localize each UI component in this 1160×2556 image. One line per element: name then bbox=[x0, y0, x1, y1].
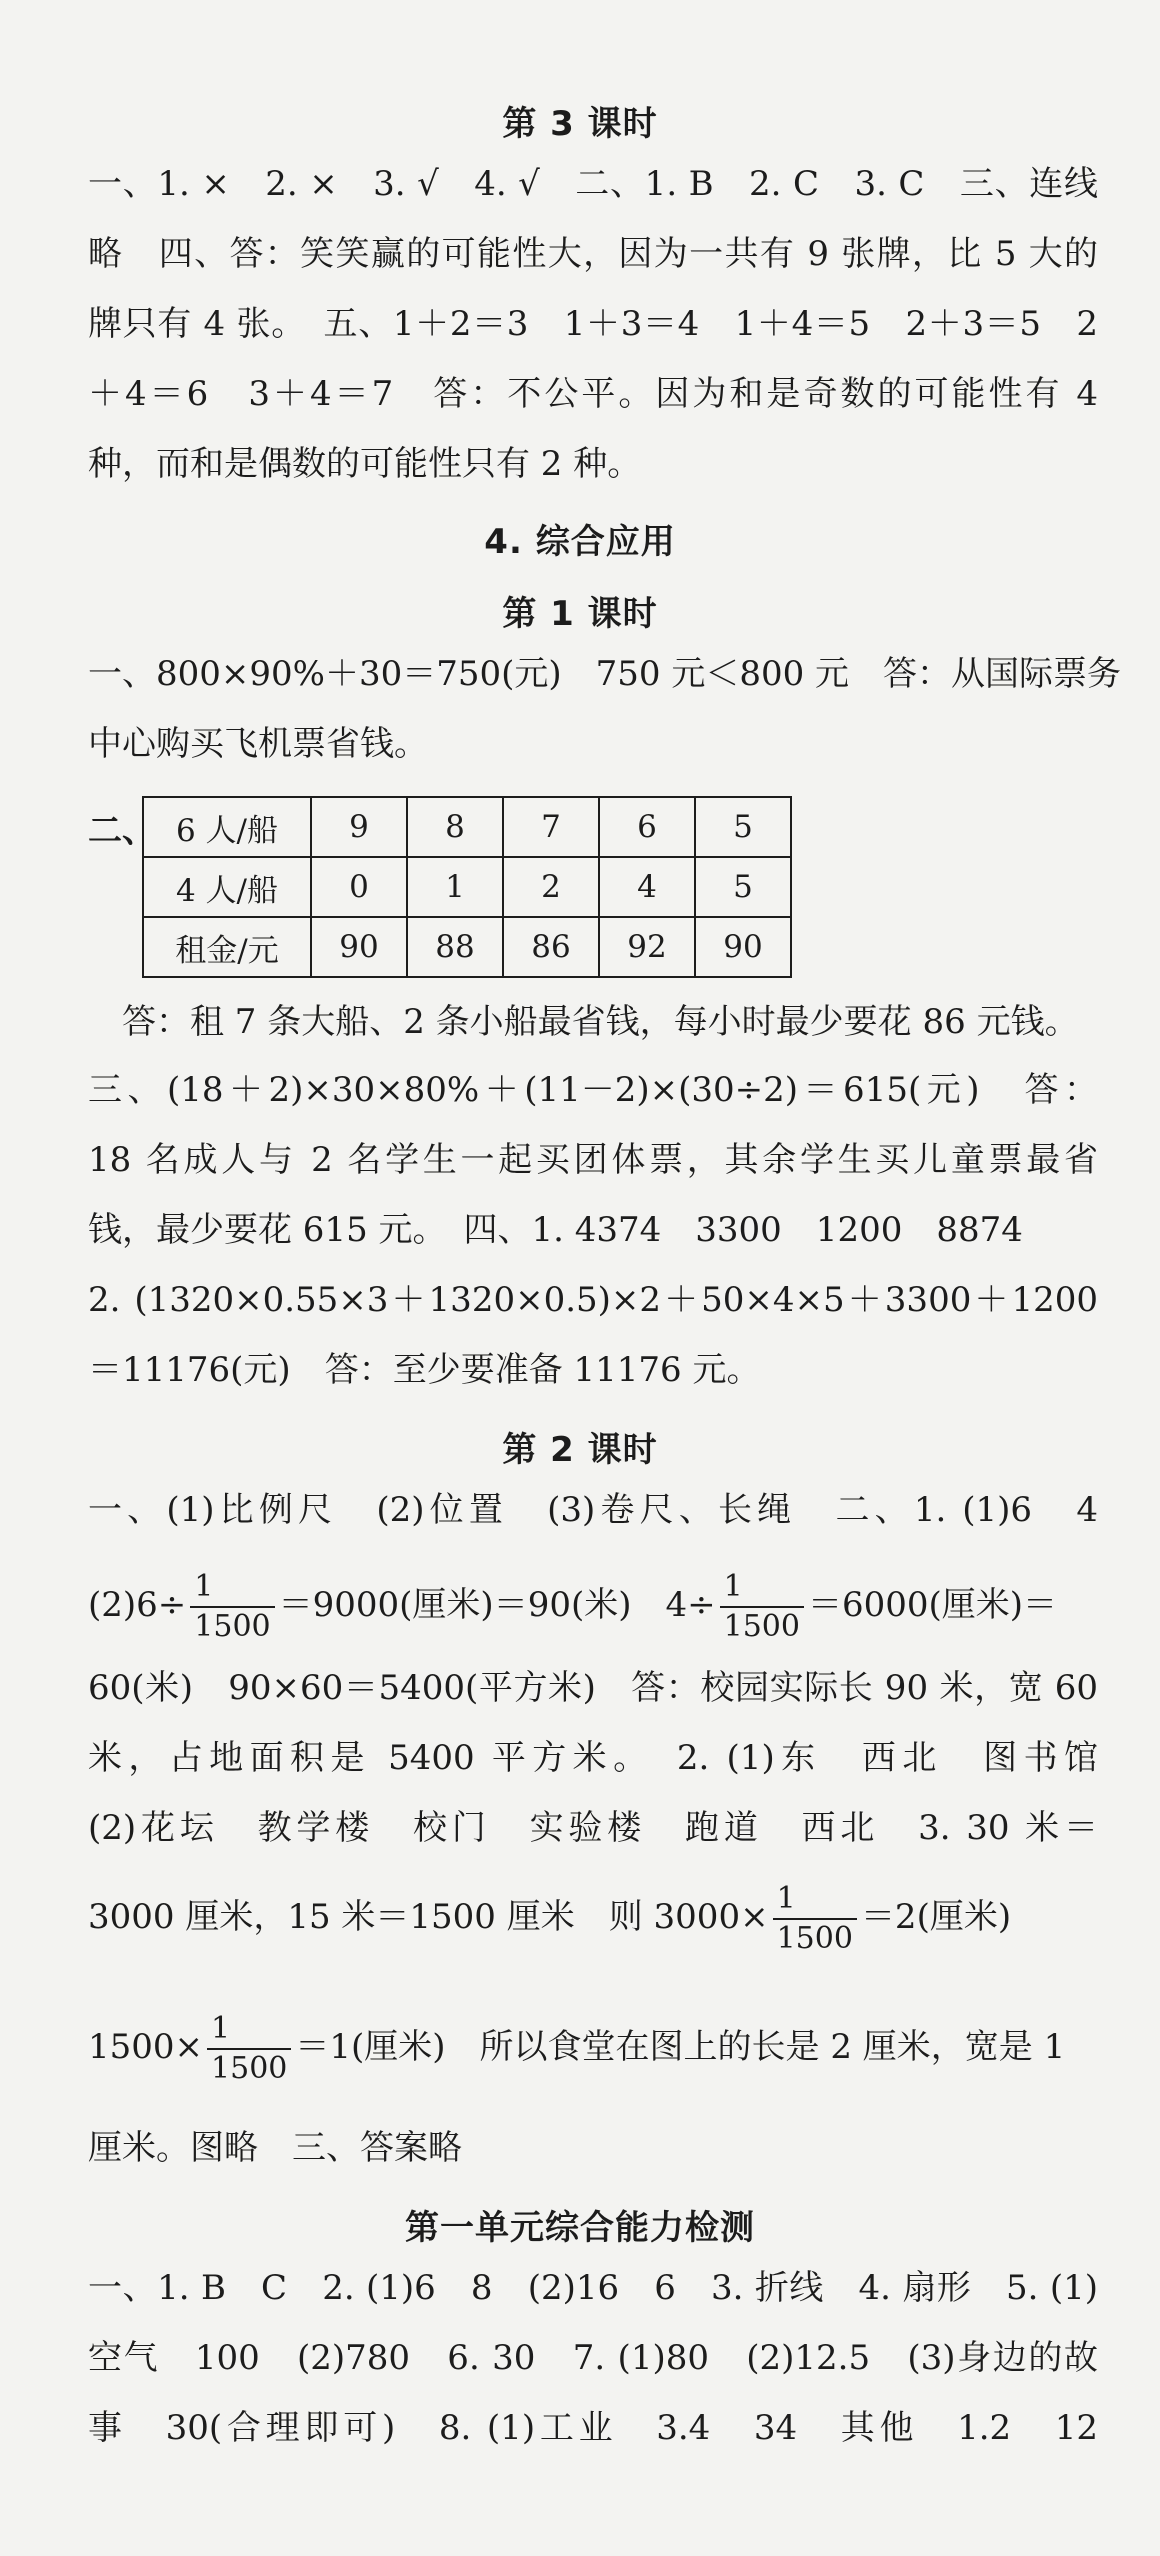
fraction-numerator: 1 bbox=[773, 1880, 857, 1920]
table-cell: 4 bbox=[599, 857, 695, 917]
fraction-numerator: 1 bbox=[720, 1568, 804, 1608]
text-segment: ＝1(厘米) 所以食堂在图上的长是 2 厘米，宽是 1 bbox=[295, 2027, 1066, 2067]
table-cell: 4 人/船 bbox=[143, 857, 311, 917]
fraction-line bbox=[88, 1880, 1098, 1970]
text-line: ＋4＝6 3＋4＝7 答：不公平。因为和是奇数的可能性有 4 bbox=[88, 374, 1098, 414]
boat-rental-table bbox=[142, 796, 792, 978]
table-cell: 5 bbox=[695, 797, 791, 857]
fraction-denominator: 1500 bbox=[194, 1609, 271, 1644]
text-line: 一、1. × 2. × 3. √ 4. √ 二、1. B 2. C 3. C 三、连线 bbox=[88, 164, 1098, 204]
unit-heading: 4. 综合应用 bbox=[484, 522, 676, 562]
table-cell: 7 bbox=[503, 797, 599, 857]
text-line: 厘米。图略 三、答案略 bbox=[88, 2128, 462, 2168]
lesson-2-heading: 第 2 课时 bbox=[502, 1430, 658, 1470]
text-line: (2)花坛 教学楼 校门 实验楼 跑道 西北 3. 30 米＝ bbox=[88, 1808, 1098, 1848]
table-cell: 86 bbox=[503, 917, 599, 977]
text-line: 米，占地面积是 5400 平方米。 2. (1)东 西北 图书馆 bbox=[88, 1738, 1098, 1778]
text-segment: (2)6÷ bbox=[88, 1585, 187, 1625]
fraction bbox=[207, 2010, 291, 2088]
fraction-numerator: 1 bbox=[190, 1568, 274, 1608]
text-line: 种，而和是偶数的可能性只有 2 种。 bbox=[88, 444, 642, 484]
text-segment: ＝9000(厘米)＝90(米) 4÷ bbox=[278, 1585, 716, 1625]
text-line: 中心购买飞机票省钱。 bbox=[88, 724, 428, 764]
table-cell: 0 bbox=[311, 857, 407, 917]
text-line: 钱，最少要花 615 元。 四、1. 4374 3300 1200 8874 bbox=[88, 1210, 1023, 1250]
table-cell: 88 bbox=[407, 917, 503, 977]
text-line: 一、800×90%＋30＝750(元) 750 元＜800 元 答：从国际票务 bbox=[88, 654, 1122, 694]
text-line: 事 30(合理即可) 8. (1)工业 3.4 34 其他 1.2 12 bbox=[88, 2408, 1098, 2448]
fraction-denominator: 1500 bbox=[723, 1609, 800, 1644]
fraction-line bbox=[88, 1568, 1098, 1658]
text-line: 答：租 7 条大船、2 条小船最省钱，每小时最少要花 86 元钱。 bbox=[88, 1002, 1079, 1042]
table-row bbox=[143, 857, 791, 917]
text-line: 牌只有 4 张。 五、1＋2＝3 1＋3＝4 1＋4＝5 2＋3＝5 2 bbox=[88, 304, 1098, 344]
table-cell: 租金/元 bbox=[143, 917, 311, 977]
table-cell: 6 bbox=[599, 797, 695, 857]
fraction bbox=[190, 1568, 274, 1646]
text-line: 略 四、答：笑笑赢的可能性大，因为一共有 9 张牌，比 5 大的 bbox=[88, 234, 1098, 274]
fraction bbox=[773, 1880, 857, 1958]
text-segment: 3000 厘米，15 米＝1500 厘米 则 3000× bbox=[88, 1897, 769, 1937]
fraction bbox=[720, 1568, 804, 1646]
text-line: 一、(1)比例尺 (2)位置 (3)卷尺、长绳 二、1. (1)6 4 bbox=[88, 1490, 1098, 1530]
text-line: 空气 100 (2)780 6. 30 7. (1)80 (2)12.5 (3)身边的故 bbox=[88, 2338, 1098, 2378]
question-label: 二、 bbox=[88, 811, 156, 851]
table-row bbox=[143, 797, 791, 857]
text-segment: 1500× bbox=[88, 2027, 204, 2067]
table-cell: 1 bbox=[407, 857, 503, 917]
table-row bbox=[143, 917, 791, 977]
table-cell: 2 bbox=[503, 857, 599, 917]
lesson-1-heading: 第 1 课时 bbox=[502, 594, 658, 634]
text-line: ＝11176(元) 答：至少要准备 11176 元。 bbox=[88, 1350, 761, 1390]
table-cell: 9 bbox=[311, 797, 407, 857]
table-cell: 90 bbox=[695, 917, 791, 977]
table-cell: 8 bbox=[407, 797, 503, 857]
table-cell: 5 bbox=[695, 857, 791, 917]
text-line: 18 名成人与 2 名学生一起买团体票，其余学生买儿童票最省 bbox=[88, 1140, 1098, 1180]
table-cell: 6 人/船 bbox=[143, 797, 311, 857]
text-segment: ＝2(厘米) bbox=[860, 1897, 1012, 1937]
text-line: 一、1. B C 2. (1)6 8 (2)16 6 3. 折线 4. 扇形 5. (1) bbox=[88, 2268, 1098, 2308]
text-line: 60(米) 90×60＝5400(平方米) 答：校园实际长 90 米，宽 60 bbox=[88, 1668, 1098, 1708]
fraction-line bbox=[88, 2010, 1098, 2100]
fraction-denominator: 1500 bbox=[776, 1921, 853, 1956]
text-segment: ＝6000(厘米)＝ bbox=[807, 1585, 1058, 1625]
fraction-denominator: 1500 bbox=[211, 2051, 288, 2086]
fraction-numerator: 1 bbox=[207, 2010, 291, 2050]
text-line: 2. (1320×0.55×3＋1320×0.5)×2＋50×4×5＋3300＋1200 bbox=[88, 1280, 1098, 1320]
lesson-3-heading: 第 3 课时 bbox=[502, 104, 658, 144]
text-line: 三、(18＋2)×30×80%＋(11－2)×(30÷2)＝615(元) 答： bbox=[88, 1070, 1098, 1110]
unit-test-heading: 第一单元综合能力检测 bbox=[405, 2208, 755, 2248]
table-cell: 92 bbox=[599, 917, 695, 977]
table-cell: 90 bbox=[311, 917, 407, 977]
